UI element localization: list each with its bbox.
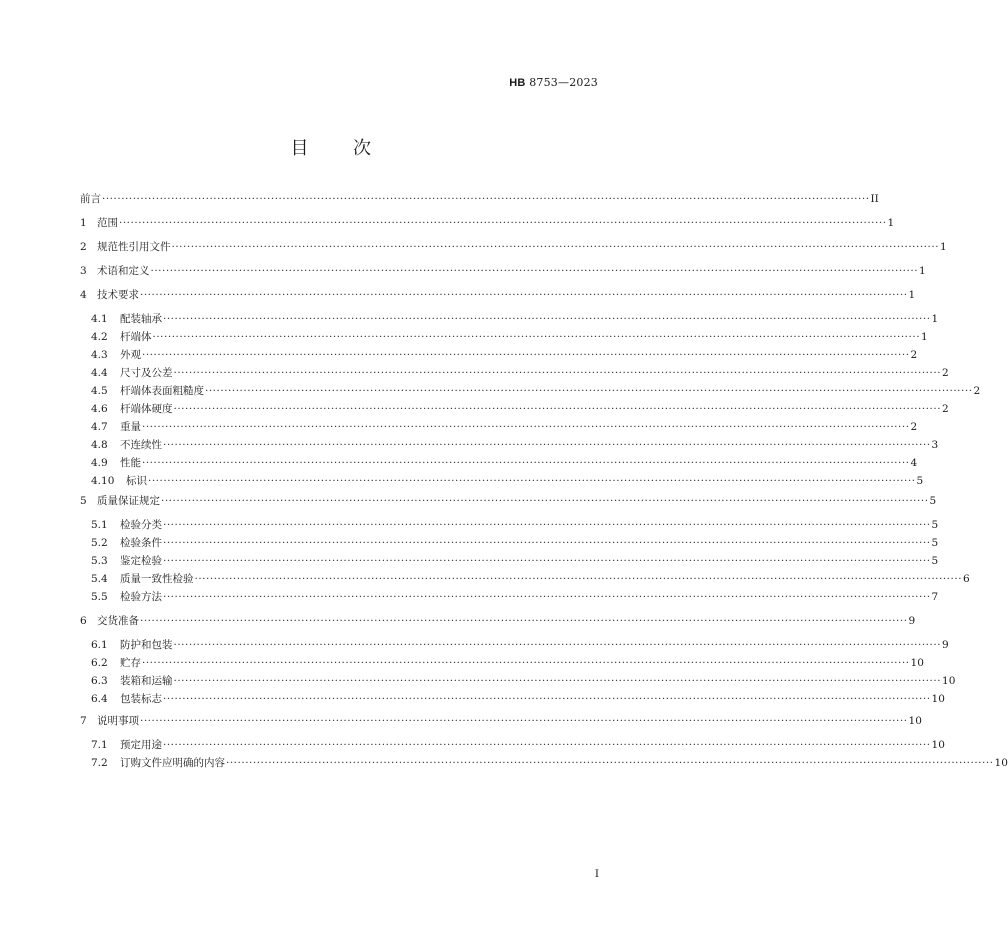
- toc-dot-leader: ········································································································································································································: [226, 757, 994, 769]
- toc-dot-leader: ········································································································································································································: [142, 657, 910, 669]
- toc-entry[interactable]: [0, 438, 939, 452]
- toc-dot-leader: ········································································································································································································: [173, 639, 942, 651]
- toc-entry-number: 4.9: [91, 457, 108, 469]
- toc-entry-label: 技术要求: [97, 289, 139, 301]
- toc-entry-label: 性能: [120, 457, 141, 469]
- toc-entry-page: 3: [931, 439, 939, 451]
- toc-entry-page: 9: [942, 639, 949, 651]
- toc-entry-label: 检验条件: [120, 537, 162, 549]
- toc-entry-label: 杆端体表面粗糙度: [120, 385, 204, 397]
- toc-entry[interactable]: [0, 518, 939, 532]
- toc-dot-leader: ········································································································································································································: [205, 385, 973, 397]
- toc-dot-leader: ········································································································································································································: [163, 519, 931, 531]
- toc-entry[interactable]: [0, 240, 947, 254]
- toc-entry-number: 5.1: [91, 519, 108, 531]
- toc-entry-page: 10: [910, 657, 924, 669]
- toc-entry-number: 6.3: [91, 675, 108, 687]
- toc-entry[interactable]: [0, 288, 916, 302]
- toc-entry-number: 4.4: [91, 367, 108, 379]
- toc-dot-leader: ········································································································································································································: [148, 475, 916, 487]
- document-code: [509, 76, 598, 89]
- toc-entry-label: 范围: [97, 217, 118, 229]
- toc-entry-number: 4.5: [91, 385, 108, 397]
- toc-dot-leader: ········································································································································································································: [142, 421, 910, 433]
- toc-entry-page: 2: [942, 367, 949, 379]
- toc-entry-label: 尺寸及公差: [120, 367, 173, 379]
- toc-entry-number: 7.2: [91, 757, 108, 769]
- toc-entry[interactable]: [0, 692, 945, 706]
- toc-entry-number: 5.2: [91, 537, 108, 549]
- toc-entry-page: 5: [931, 555, 939, 567]
- toc-entry-label: 检验分类: [120, 519, 162, 531]
- document-code-number: 8753—2023: [529, 76, 598, 89]
- toc-entry-label: 订购文件应明确的内容: [120, 757, 225, 769]
- toc-entry-page: 5: [931, 519, 939, 531]
- toc-dot-leader: ········································································································································································································: [163, 313, 931, 325]
- toc-entry[interactable]: [0, 474, 924, 488]
- toc-entry-page: 5: [929, 495, 937, 507]
- toc-entry-page: 1: [908, 289, 916, 301]
- toc-entry[interactable]: [0, 638, 949, 652]
- toc-dot-leader: ········································································································································································································: [173, 403, 942, 415]
- toc-entry-label: 规范性引用文件: [97, 241, 171, 253]
- toc-entry-page: II: [870, 193, 879, 205]
- toc-dot-leader: ········································································································································································································: [152, 331, 921, 343]
- toc-entry-label: 重量: [120, 421, 141, 433]
- toc-entry-number: 4.8: [91, 439, 108, 451]
- toc-entry-label: 贮存: [120, 657, 141, 669]
- toc-entry[interactable]: [0, 554, 939, 568]
- toc-entry-number: 4.3: [91, 349, 108, 361]
- toc-entry-number: 7: [80, 715, 87, 727]
- title-char-2: 次: [353, 138, 372, 159]
- toc-dot-leader: ········································································································································································································: [142, 349, 910, 361]
- toc-dot-leader: ········································································································································································································: [173, 675, 942, 687]
- toc-dot-leader: ········································································································································································································: [140, 615, 908, 627]
- toc-entry-page: 10: [931, 739, 945, 751]
- toc-dot-leader: ········································································································································································································: [173, 367, 942, 379]
- toc-entry-label: 鉴定检验: [120, 555, 162, 567]
- toc-entry[interactable]: [0, 738, 945, 752]
- toc-entry-label: 包装标志: [120, 693, 162, 705]
- toc-entry[interactable]: [0, 402, 949, 416]
- toc-entry-label: 杆端体硬度: [120, 403, 173, 415]
- toc-dot-leader: ········································································································································································································: [161, 495, 929, 507]
- toc-entry[interactable]: [0, 216, 895, 230]
- toc-entry[interactable]: [0, 756, 1008, 770]
- toc-entry-label: 检验方法: [120, 591, 162, 603]
- toc-entry-label: 装箱和运输: [120, 675, 173, 687]
- toc-entry-page: 10: [942, 675, 956, 687]
- toc-entry-label: 不连续性: [120, 439, 162, 451]
- toc-entry-page: 4: [910, 457, 918, 469]
- toc-entry-page: 5: [916, 475, 924, 487]
- toc-entry-number: 5.3: [91, 555, 108, 567]
- toc-entry-label: 说明事项: [97, 715, 139, 727]
- toc-entry-label: 质量一致性检验: [120, 573, 194, 585]
- toc-dot-leader: ········································································································································································································: [163, 537, 931, 549]
- title-char-1: 目: [290, 138, 309, 159]
- toc-entry[interactable]: [0, 674, 956, 688]
- toc-entry-number: 4.6: [91, 403, 108, 415]
- toc-entry-label: 标识: [126, 475, 147, 487]
- toc-entry[interactable]: [0, 590, 939, 604]
- toc-dot-leader: ········································································································································································································: [163, 693, 931, 705]
- toc-dot-leader: ········································································································································································································: [119, 217, 887, 229]
- toc-entry-label: 外观: [120, 349, 141, 361]
- toc-entry-number: 4.7: [91, 421, 108, 433]
- toc-entry-number: 5: [80, 495, 87, 507]
- toc-entry-label: 质量保证规定: [97, 495, 160, 507]
- toc-dot-leader: ········································································································································································································: [140, 289, 908, 301]
- toc-entry-page: 10: [908, 715, 922, 727]
- toc-entry[interactable]: [0, 714, 922, 728]
- toc-dot-leader: ········································································································································································································: [150, 265, 919, 277]
- toc-dot-leader: ········································································································································································································: [163, 555, 931, 567]
- toc-entry-number: 4: [80, 289, 87, 301]
- document-code-prefix: HB: [509, 77, 526, 89]
- toc-entry-page: 2: [973, 385, 981, 397]
- toc-entry-number: 6.1: [91, 639, 108, 651]
- toc-entry-page: 6: [963, 573, 970, 585]
- toc-entry-number: 5.5: [91, 591, 108, 603]
- toc-entry[interactable]: [0, 614, 916, 628]
- toc-entry[interactable]: [0, 330, 928, 344]
- toc-entry-page: 1: [931, 313, 939, 325]
- toc-dot-leader: ········································································································································································································: [163, 739, 931, 751]
- toc-entry-page: 1: [940, 241, 947, 253]
- toc-entry-page: 2: [910, 421, 918, 433]
- toc-entry-page: 1: [887, 217, 895, 229]
- toc-entry[interactable]: [0, 456, 918, 470]
- toc-entry-page: 1: [919, 265, 926, 277]
- toc-entry[interactable]: [0, 366, 949, 380]
- toc-entry[interactable]: [0, 264, 926, 278]
- toc-entry[interactable]: [0, 572, 970, 586]
- toc-dot-leader: ········································································································································································································: [163, 591, 931, 603]
- toc-entry-page: 2: [910, 349, 918, 361]
- toc-entry-page: 10: [994, 757, 1008, 769]
- toc-entry-number: 4.2: [91, 331, 108, 343]
- toc-entry-label: 杆端体: [120, 331, 152, 343]
- toc-entry-label: 术语和定义: [97, 265, 150, 277]
- toc-entry[interactable]: [0, 384, 981, 398]
- toc-dot-leader: ········································································································································································································: [142, 457, 910, 469]
- toc-entry-number: 6.2: [91, 657, 108, 669]
- toc-entry-page: 7: [931, 591, 939, 603]
- toc-entry[interactable]: [0, 192, 879, 206]
- page-number: I: [594, 868, 599, 880]
- toc-entry-page: 10: [931, 693, 945, 705]
- toc-entry-number: 6: [80, 615, 87, 627]
- toc-entry-page: 9: [908, 615, 916, 627]
- toc-entry-label: 交货准备: [97, 615, 139, 627]
- toc-entry-number: 7.1: [91, 739, 108, 751]
- toc-entry-page: 2: [942, 403, 949, 415]
- toc-entry[interactable]: [0, 536, 939, 550]
- toc-entry[interactable]: [0, 420, 918, 434]
- toc-entry[interactable]: [0, 656, 924, 670]
- toc-entry-number: 4.10: [91, 475, 115, 487]
- toc-entry-number: 6.4: [91, 693, 108, 705]
- toc-entry-number: 4.1: [91, 313, 108, 325]
- toc-entry[interactable]: [0, 312, 939, 326]
- toc-entry-page: 1: [921, 331, 928, 343]
- toc-entry[interactable]: [0, 494, 937, 508]
- toc-entry-number: 1: [80, 217, 87, 229]
- toc-dot-leader: ········································································································································································································: [102, 193, 870, 205]
- toc-entry-label: 配装轴承: [120, 313, 162, 325]
- toc-entry-number: 3: [80, 265, 87, 277]
- toc-entry[interactable]: [0, 348, 918, 362]
- toc-entry-number: 2: [80, 241, 87, 253]
- toc-dot-leader: ········································································································································································································: [171, 241, 940, 253]
- toc-entry-label: 预定用途: [120, 739, 162, 751]
- toc-dot-leader: ········································································································································································································: [163, 439, 931, 451]
- toc-dot-leader: ········································································································································································································: [194, 573, 963, 585]
- toc-entry-label: 前言: [80, 193, 101, 205]
- toc-dot-leader: ········································································································································································································: [140, 715, 908, 727]
- page-title: [0, 134, 662, 160]
- toc-entry-number: 5.4: [91, 573, 108, 585]
- toc-entry-label: 防护和包装: [120, 639, 173, 651]
- toc-entry-page: 5: [931, 537, 939, 549]
